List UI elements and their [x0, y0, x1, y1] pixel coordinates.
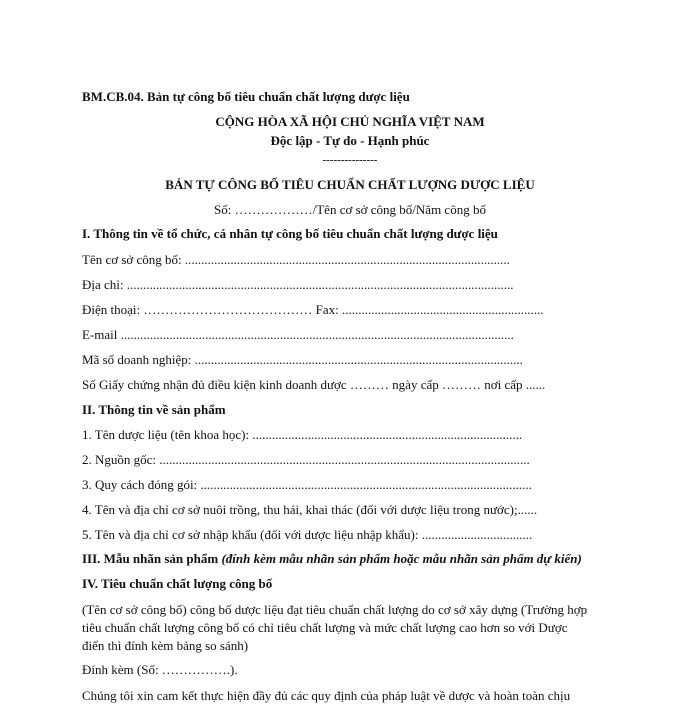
product-item-5: 5. Tên và địa chỉ cơ sở nhập khẩu (đối với dược liệu nhập khẩu): .................................. [82, 527, 533, 542]
section-2-heading: II. Thông tin về sản phẩm [82, 402, 226, 417]
section-3-line [82, 551, 582, 567]
section-4-paragraph-line-2: tiêu chuẩn chất lượng công bố có chỉ tiêu chất lượng và mức chất lượng cao hơn so với Dược [82, 620, 568, 635]
section-4-heading: IV. Tiêu chuẩn chất lượng công bố [82, 576, 273, 591]
product-item-1: 1. Tên dược liệu (tên khoa học): ................................................................................... [82, 427, 523, 442]
section-4-paragraph-line-1: (Tên cơ sở công bố) công bố dược liệu đạt tiêu chuẩn chất lượng do cơ sở xây dựng (Trường hợp [82, 602, 588, 617]
form-code: BM.CB.04. Bản tự công bố tiêu chuẩn chất lượng dược liệu [82, 89, 410, 104]
section-3-heading: III. Mẫu nhãn sản phẩm [82, 551, 219, 566]
national-header: CỘNG HÒA XÃ HỘI CHỦ NGHĨA VIỆT NAM [215, 114, 485, 129]
facility-name-field: Tên cơ sở công bố: .................................................................................................... [82, 252, 510, 267]
document-title: BẢN TỰ CÔNG BỐ TIÊU CHUẨN CHẤT LƯỢNG DƯỢC LIỆU [165, 177, 535, 192]
header-divider: --------------- [322, 154, 378, 166]
attachment-line: Đính kèm (Số: …………….). [82, 662, 238, 677]
commitment-line: Chúng tôi xin cam kết thực hiện đầy đủ các quy định của pháp luật về dược và hoàn toàn chịu [82, 688, 571, 703]
national-motto: Độc lập - Tự do - Hạnh phúc [270, 133, 430, 148]
email-field: E-mail ......................................................................................................................... [82, 327, 514, 342]
tax-code-field: Mã số doanh nghiệp: ..................................................................................................... [82, 352, 523, 367]
section-3-note: (đính kèm mẫu nhãn sản phẩm hoặc mẫu nhãn sản phẩm dự kiến) [221, 551, 582, 566]
product-item-3: 3. Quy cách đóng gói: ...................................................................................................... [82, 477, 532, 492]
phone-fax-field: Điện thoại: ………………………………… Fax: .............................................................. [82, 302, 544, 317]
product-item-4: 4. Tên và địa chỉ cơ sở nuôi trồng, thu hái, khai thác (đối với dược liệu trong nước);...... [82, 502, 538, 517]
section-4-paragraph-line-3: điển thì đính kèm bảng so sánh) [82, 638, 249, 653]
section-1-heading: I. Thông tin về tổ chức, cá nhân tự công bố tiêu chuẩn chất lượng dược liệu [82, 226, 498, 241]
certificate-field: Số Giấy chứng nhận đủ điều kiện kinh doanh dược ……… ngày cấp ……… nơi cấp ...... [82, 377, 546, 392]
product-item-2: 2. Nguồn gốc: .................................................................................................................. [82, 452, 530, 467]
address-field: Địa chỉ: ....................................................................................................................... [82, 277, 514, 292]
document-number: Số: ………………/Tên cơ sở công bố/Năm công bố [214, 202, 486, 217]
